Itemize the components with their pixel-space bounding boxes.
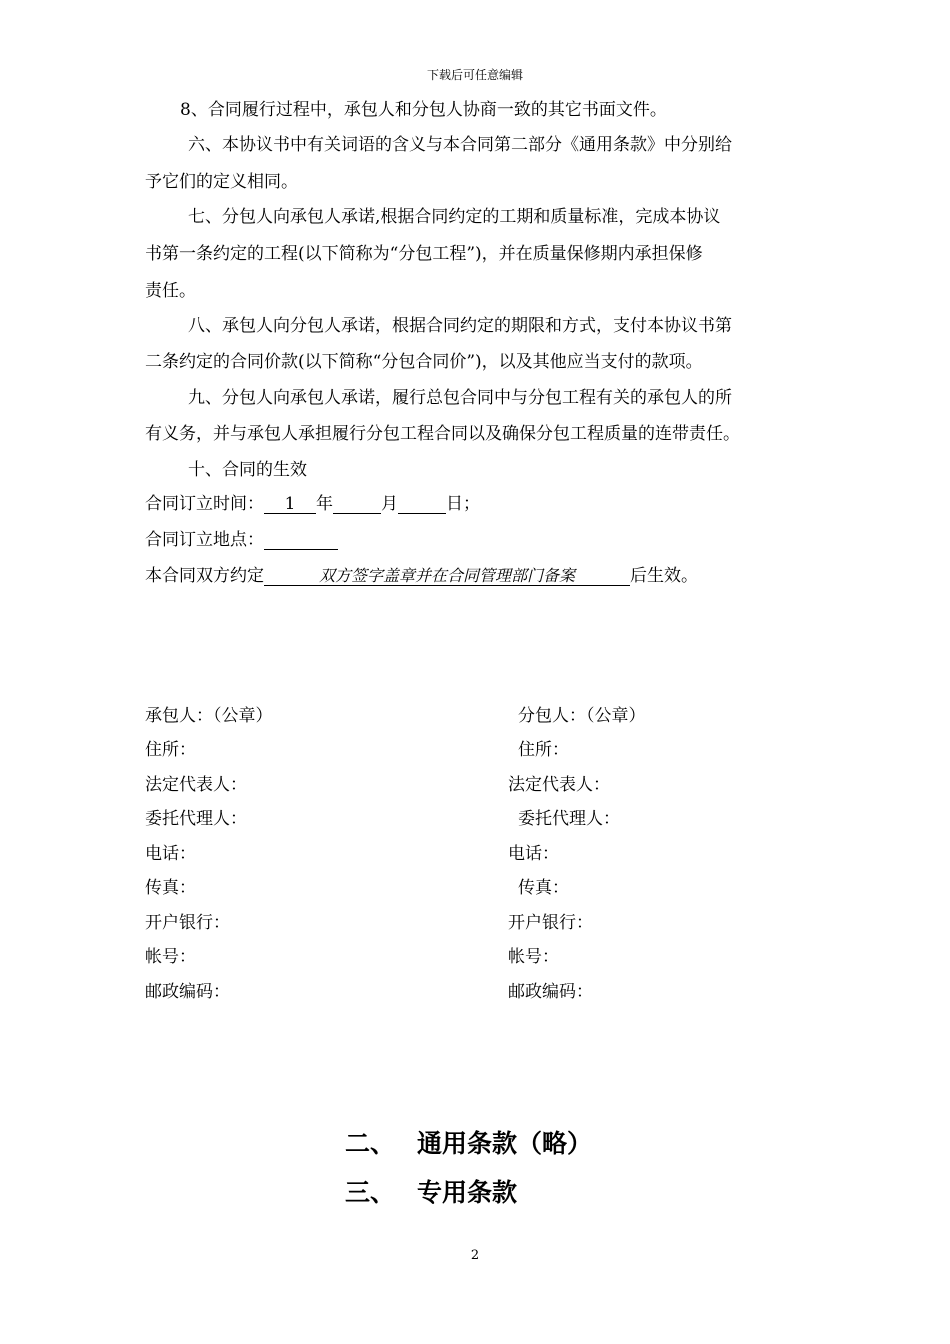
contractor-phone: 电话：	[145, 844, 196, 864]
contractor-bank: 开户银行：	[145, 913, 230, 933]
clause-10-title: 十、合同的生效	[188, 460, 307, 480]
page-header: 下载后可任意编辑	[426, 68, 523, 82]
section-heading-special	[345, 1173, 517, 1209]
contract-effect-prefix: 本合同双方约定	[145, 566, 264, 586]
clause-8-line-1: 八、承包人向分包人承诺，根据合同约定的期限和方式，支付本协议书第	[188, 316, 732, 336]
subcontractor-bank: 开户银行：	[508, 913, 593, 933]
contract-day-unit: 日；	[446, 494, 480, 514]
contract-day-blank	[398, 495, 446, 514]
clause-7-line-2: 书第一条约定的工程(以下简称为“分包工程”)，并在质量保修期内承担保修	[145, 244, 703, 264]
subcontractor-legal-rep: 法定代表人：	[508, 775, 610, 795]
section-number: 三、	[345, 1178, 396, 1207]
contract-place-line	[145, 530, 338, 550]
contract-date-label: 合同订立时间：	[145, 494, 264, 514]
subcontractor-account: 帐号：	[508, 947, 559, 967]
section-title: 专用条款	[417, 1178, 518, 1207]
subcontractor-phone: 电话：	[508, 844, 559, 864]
clause-6-line-2: 予它们的定义相同。	[145, 172, 298, 192]
subcontractor-postcode: 邮政编码：	[508, 982, 593, 1002]
contract-effect-line	[145, 566, 698, 586]
contract-date-line	[145, 494, 480, 514]
section-title: 通用条款（略）	[417, 1129, 593, 1158]
subcontractor-address: 住所：	[518, 740, 569, 760]
contract-year-value: 1	[264, 495, 316, 514]
contractor-address: 住所：	[145, 740, 196, 760]
contract-effect-condition: 双方签字盖章并在合同管理部门备案	[264, 567, 630, 586]
contract-place-label: 合同订立地点：	[145, 530, 264, 550]
contractor-fax: 传真：	[145, 878, 196, 898]
page-number: 2	[470, 1248, 480, 1263]
subcontractor-agent: 委托代理人：	[518, 809, 620, 829]
contractor-account: 帐号：	[145, 947, 196, 967]
contractor-postcode: 邮政编码：	[145, 982, 230, 1002]
contract-year-unit: 年	[316, 494, 333, 514]
contract-place-blank	[264, 531, 338, 550]
contract-month-blank	[333, 495, 381, 514]
contractor-legal-rep: 法定代表人：	[145, 775, 247, 795]
clause-7-line-1: 七、分包人向承包人承诺,根据合同约定的工期和质量标准，完成本协议	[188, 207, 721, 227]
contractor-agent: 委托代理人：	[145, 809, 247, 829]
section-heading-general	[345, 1124, 592, 1160]
subcontractor-fax: 传真：	[518, 878, 569, 898]
clause-8-line-2: 二条约定的合同价款(以下简称“分包合同价”)，以及其他应当支付的款项。	[145, 352, 703, 372]
contract-month-unit: 月	[381, 494, 398, 514]
contract-effect-suffix: 后生效。	[630, 566, 698, 586]
clause-9-line-2: 有义务，并与承包人承担履行分包工程合同以及确保分包工程质量的连带责任。	[145, 424, 740, 444]
clause-item-8: 8、合同履行过程中，承包人和分包人协商一致的其它书面文件。	[180, 100, 667, 120]
clause-9-line-1: 九、分包人向承包人承诺，履行总包合同中与分包工程有关的承包人的所	[188, 388, 732, 408]
section-number: 二、	[345, 1129, 396, 1158]
contractor-party: 承包人：（公章）	[145, 706, 273, 726]
clause-7-line-3: 责任。	[145, 281, 196, 301]
subcontractor-party: 分包人：（公章）	[518, 706, 646, 726]
clause-6-line-1: 六、本协议书中有关词语的含义与本合同第二部分《通用条款》中分别给	[188, 135, 732, 155]
